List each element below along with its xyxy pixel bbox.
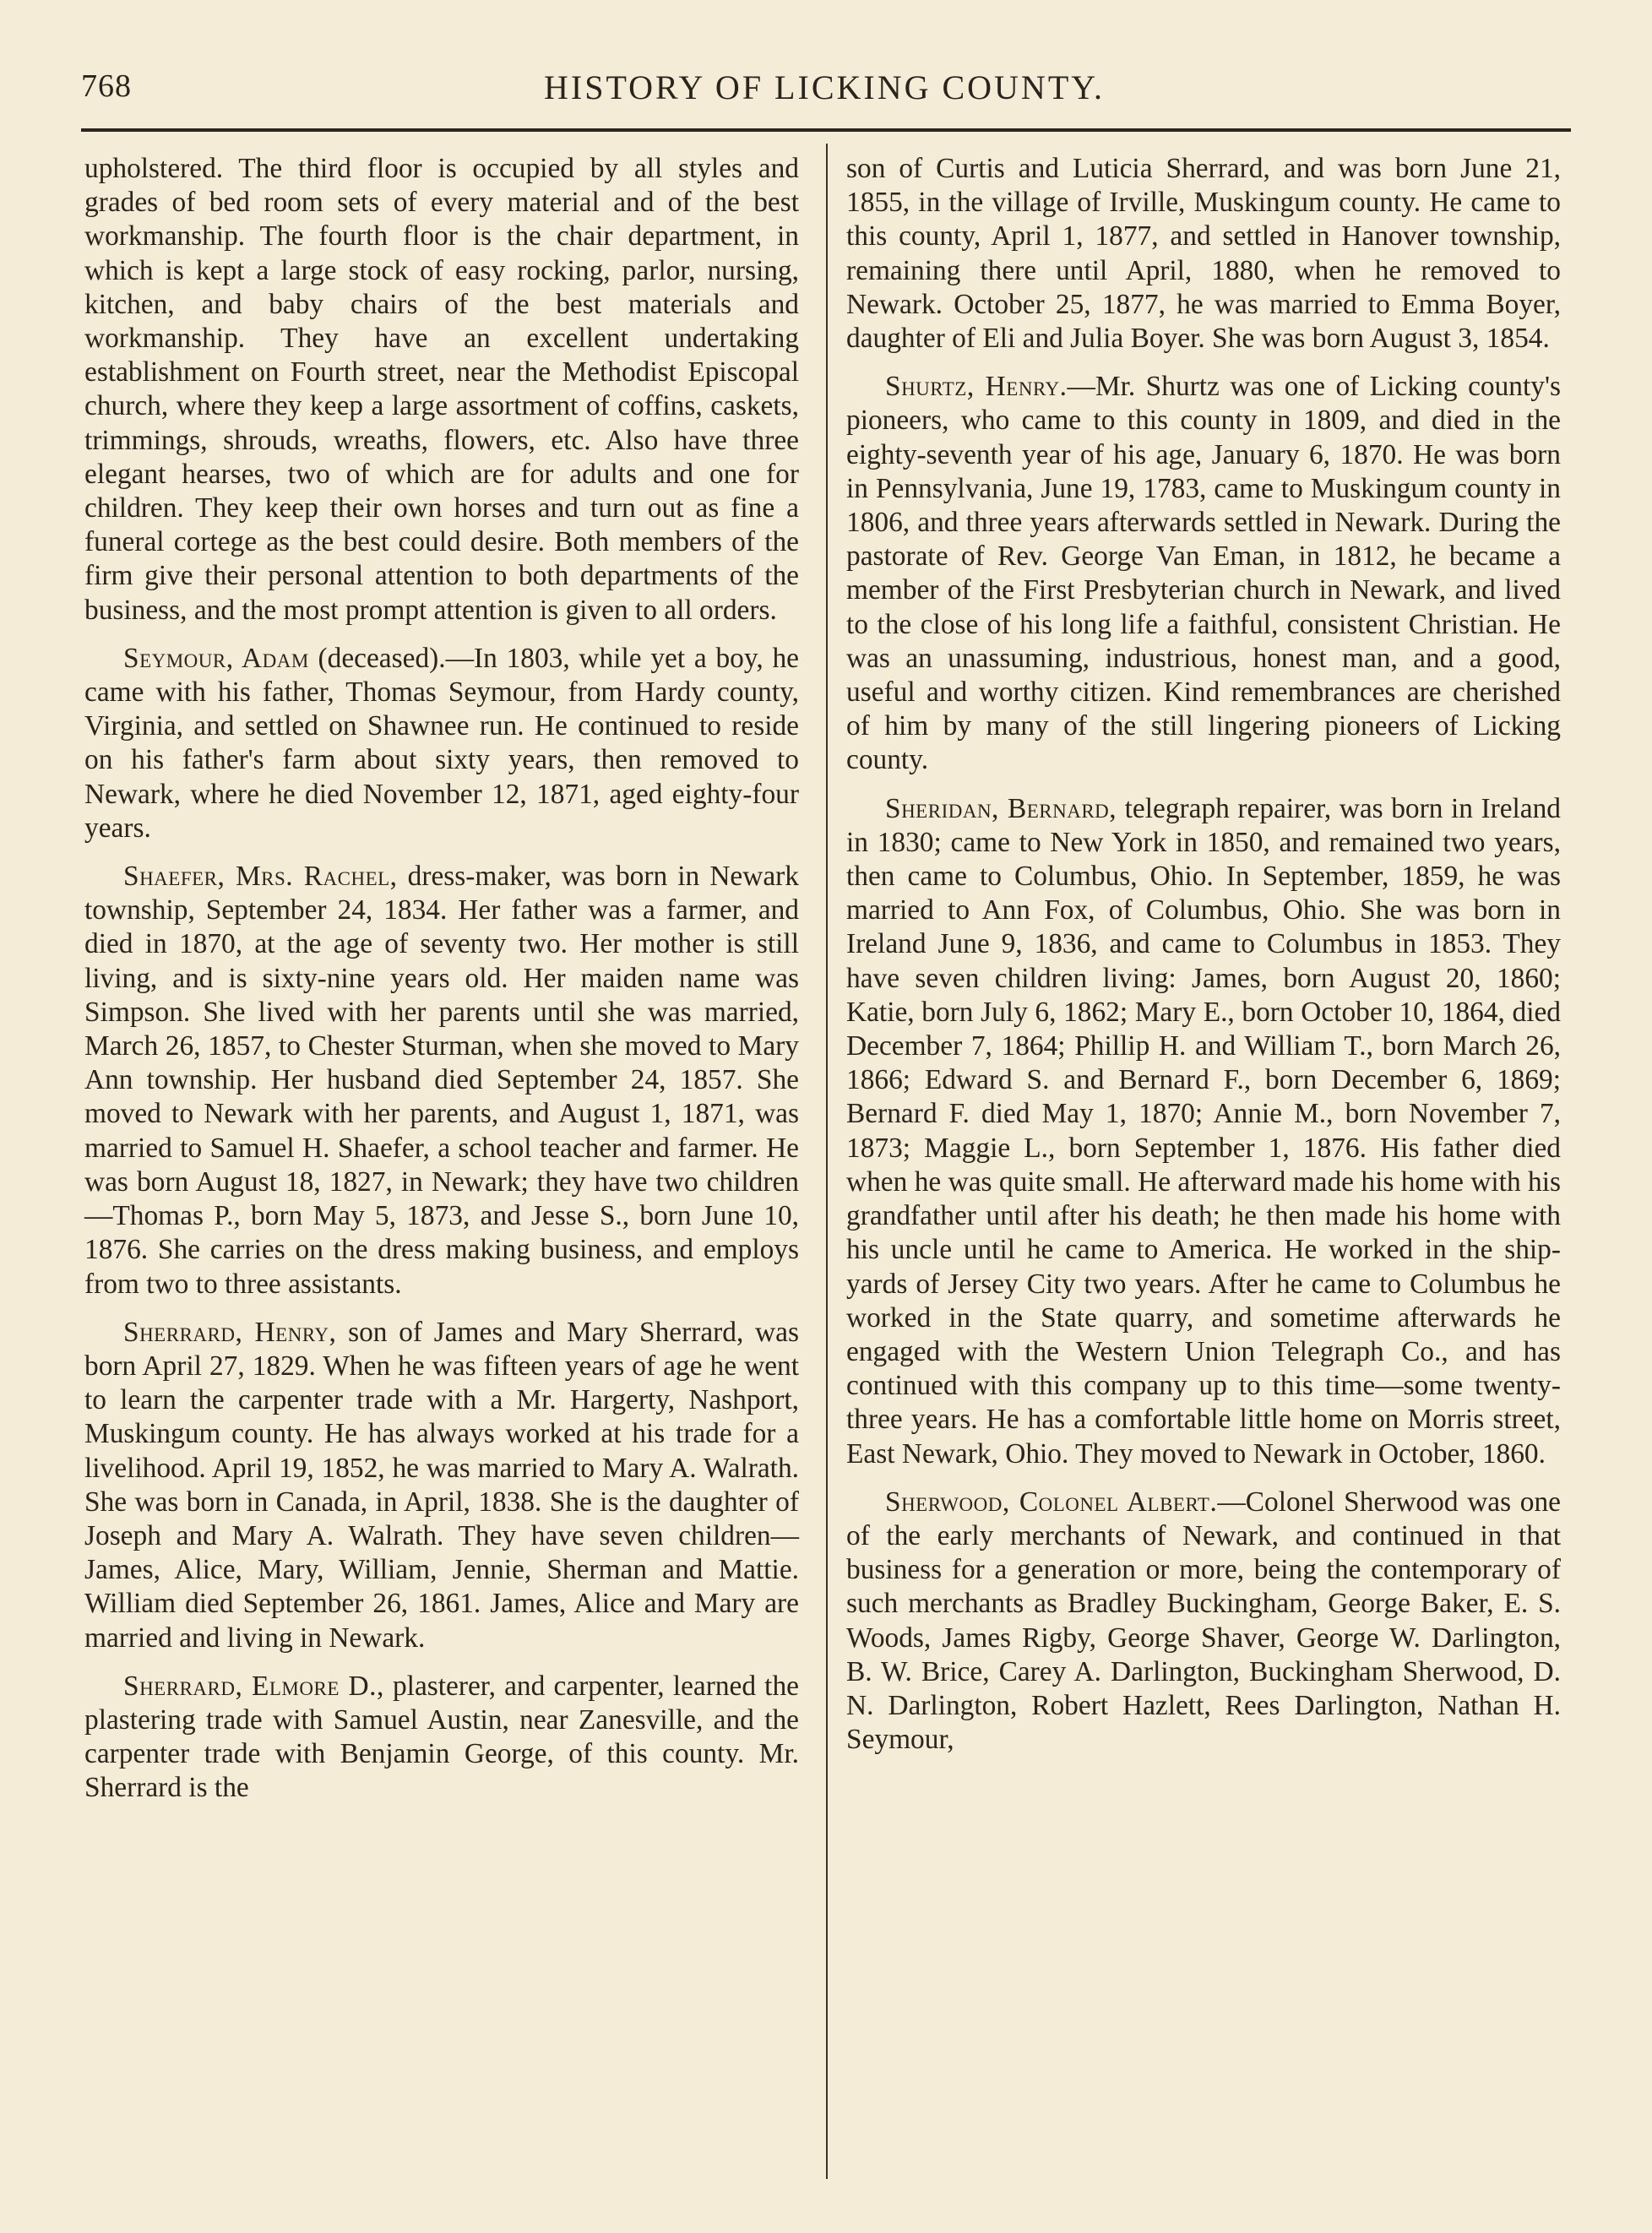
entry-name: Seymour, Adam [123,642,309,674]
entry-text: —Colonel Sherwood was one of the early merchants of Newark, and continued in that business for a generation or more, being the contemporary of such merchants as Bradley Buckingham, George Baker, E. S. Woods, James Rigby, George Shaver, George W. Darlington, B. W. Brice, Carey A. Darlington, Buckingham Sherwood, D. N. Darlington, Robert Hazlett, Rees Darlington, Nathan H. Seymour, [846,1486,1561,1756]
entry-name: Shaefer, Mrs. Rachel, [123,861,398,893]
paragraph-continuation: son of Curtis and Luticia Sherrard, and was born June 21, 1855, in the village of Irville, Muskingum county. He came to this county, April 1, 1877, and settled in Hanover township, remaining there until April, 1880, when he removed to Newark. October 25, 1877, he was married to Emma Boyer, daughter of Eli and Julia Boyer. She was born August 3, 1854. [846,153,1561,355]
biography-entry [846,1486,1561,1758]
biography-entry [84,642,799,845]
page-header [81,68,1568,118]
entry-text: plasterer, and carpenter, learned the plastering trade with Samuel Austin, near Zanesville, and the carpenter trade with Benjamin George, of this county. Mr. Sherrard is the [84,1670,799,1804]
entry-text: telegraph repairer, was born in Ireland in 1830; came to New York in 1850, and remained two years, then came to Columbus, Ohio. In September, 1859, he was married to Ann Fox, of Columbus, Ohio. She was born in Ireland June 9, 1836, and came to Columbus in 1853. They have seven children living: James, born August 20, 1860; Katie, born July 6, 1862; Mary E., born October 10, 1864, died December 7, 1864; Phillip H. and William T., born March 26, 1866; Edward S. and Bernard F., born December 6, 1869; Bernard F. died May 1, 1870; Annie M., born November 7, 1873; Maggie L., born September 1, 1876. His father died when he was quite small. He afterward made his home with his grandfather until after his death; he then made his home with his uncle until he came to America. He worked in the ship-yards of Jersey City two years. After he came to Columbus he worked in the State quarry, and sometime afterwards he engaged with the Western Union Telegraph Co., and has continued with this company up to this time—some twenty-three years. He has a comfortable little home on Morris street, East Newark, Ohio. They moved to Newark in October, 1860. [846,792,1561,1470]
biography-entry [84,1316,799,1655]
entry-name: Sherrard, Elmore D., [123,1670,384,1702]
entry-text: (deceased).—In 1803, while yet a boy, he came with his father, Thomas Seymour, from Hardy county, Virginia, and settled on Shawnee run. He continued to reside on his father's farm about sixty years, then removed to Newark, where he died November 12, 1871, aged eighty-four years. [84,642,799,844]
biography-entry [84,1670,799,1806]
page-number: 768 [81,68,132,104]
right-column [846,152,1561,1771]
biography-entry [846,792,1561,1471]
left-column [84,152,799,1820]
paragraph-continuation: upholstered. The third floor is occupied by all styles and grades of bed room sets of every material and of the best workmanship. The fourth floor is the chair department, in which is kept a large stock of easy rocking, parlor, nursing, kitchen, and baby chairs of the best materials and workmanship. They have an excellent undertaking establishment on Fourth street, near the Methodist Episcopal church, where they keep a large assortment of coffins, caskets, trimmings, shrouds, wreaths, flowers, etc. Also have three elegant hearses, two of which are for adults and one for children. They keep their own horses and turn out as fine a funeral cortege as the best could desire. Both members of the firm give their personal attention to both departments of the business, and the most prompt attention is given to all orders. [84,153,799,626]
entry-name: Sherwood, Colonel Albert. [885,1486,1218,1518]
biography-entry [84,860,799,1301]
running-title: HISTORY OF LICKING COUNTY. [544,68,1105,106]
header-rule [81,128,1571,132]
column-divider [826,144,828,2179]
entry-name: Sherrard, Henry, [123,1316,337,1348]
entry-name: Shurtz, Henry. [885,371,1068,403]
entry-text: dress-maker, was born in Newark township, September 24, 1834. Her father was a farmer, and died in 1870, at the age of seventy two. Her mother is still living, and is sixty-nine years old. Her maiden name was Simpson. She lived with her parents until she was married, March 26, 1857, to Chester Sturman, when she moved to Mary Ann township. Her husband died September 24, 1857. She moved to Newark with her parents, and August 1, 1871, was married to Samuel H. Shaefer, a school teacher and farmer. He was born August 18, 1827, in Newark; they have two children—Thomas P., born May 5, 1873, and Jesse S., born June 10, 1876. She carries on the dress making business, and employs from two to three assistants. [84,861,800,1300]
biography-entry [846,370,1561,777]
entry-text: son of James and Mary Sherrard, was born April 27, 1829. When he was fifteen years of age he went to learn the carpenter trade with a Mr. Hargerty, Nashport, Muskingum county. He has always worked at his trade for a livelihood. April 19, 1852, he was married to Mary A. Walrath. She was born in Canada, in April, 1838. She is the daughter of Joseph and Mary A. Walrath. They have seven children—James, Alice, Mary, William, Jennie, Sherman and Mattie. William died September 26, 1861. James, Alice and Mary are married and living in Newark. [84,1316,799,1654]
entry-name: Sheridan, Bernard, [885,792,1117,824]
entry-text: —Mr. Shurtz was one of Licking county's pioneers, who came to this county in 1809, and died in the eighty-seventh year of his age, January 6, 1870. He was born in Pennsylvania, June 19, 1783, came to Muskingum county in 1806, and three years afterwards settled in Newark. During the pastorate of Rev. George Van Eman, in 1812, he became a member of the First Presbyterian church in Newark, and lived to the close of his long life a faithful, consistent Christian. He was an unassuming, industrious, honest man, and a good, useful and worthy citizen. Kind remembrances are cherished of him by many of the still lingering pioneers of Licking county. [846,371,1561,776]
